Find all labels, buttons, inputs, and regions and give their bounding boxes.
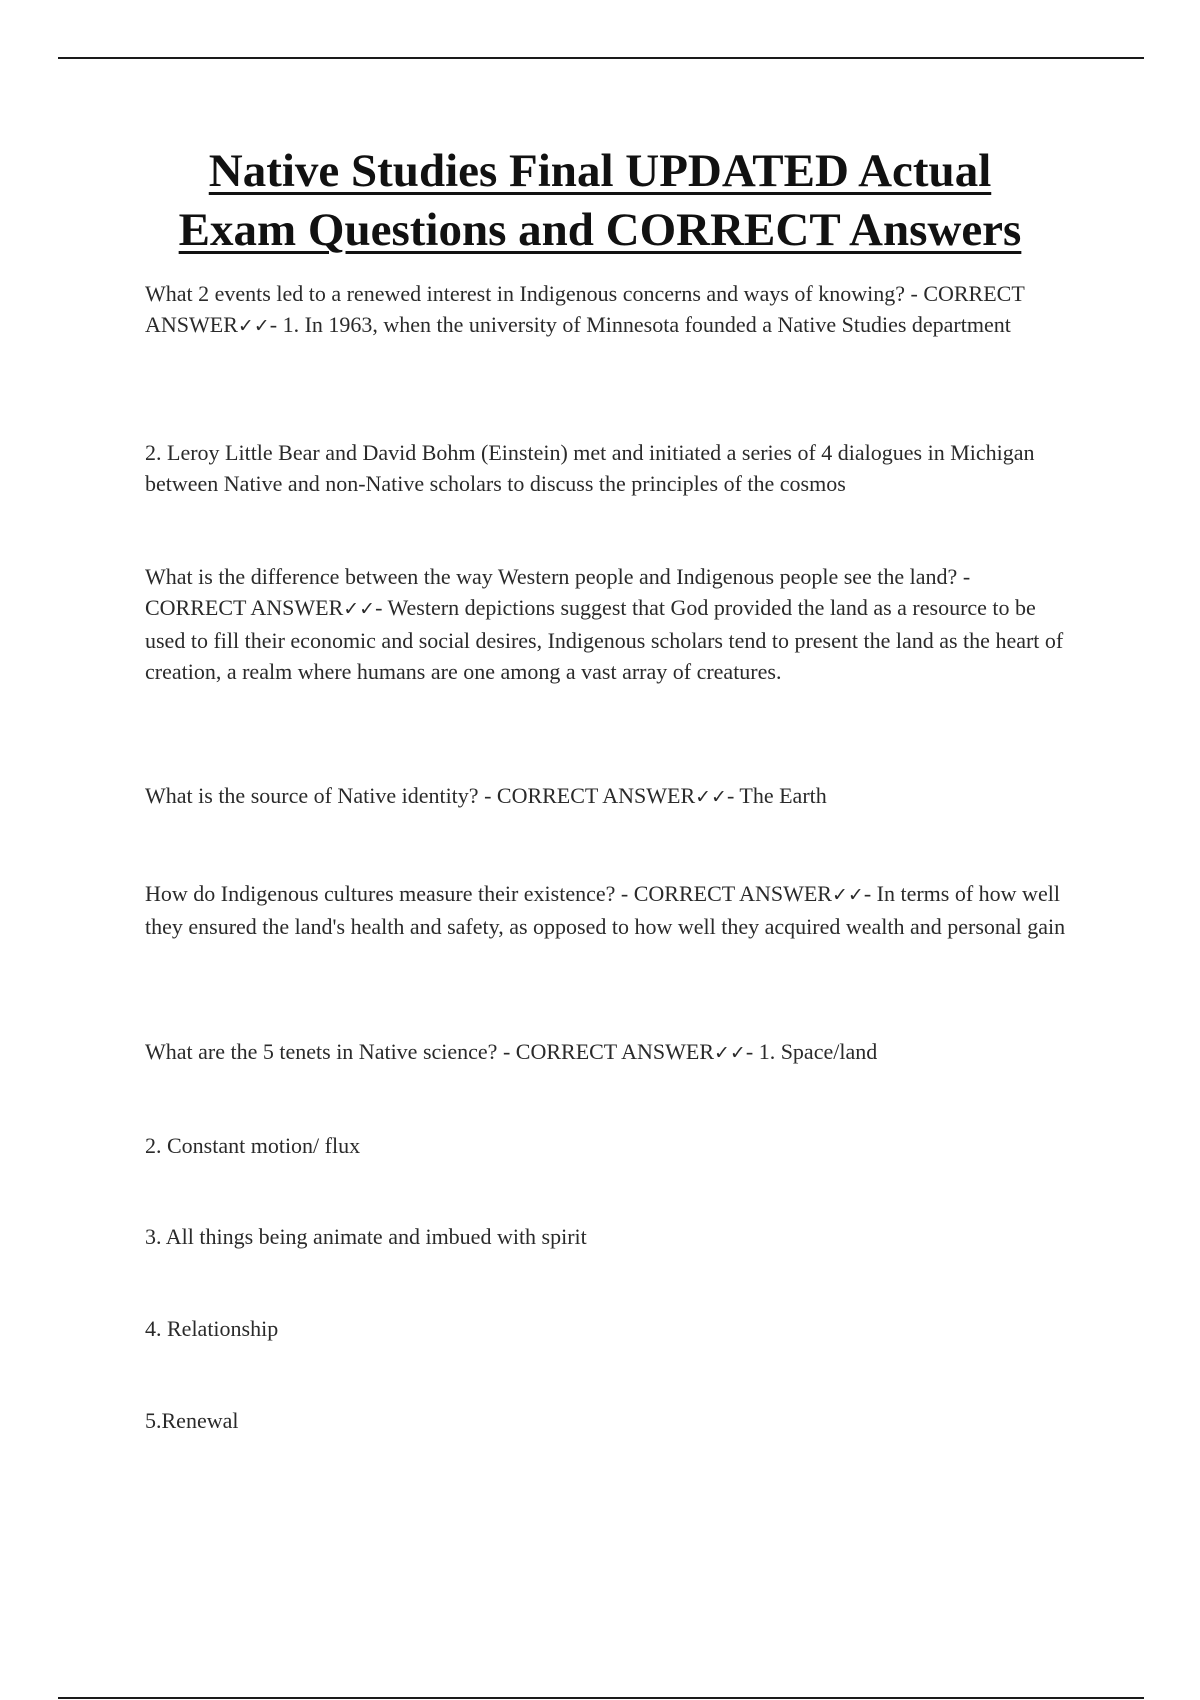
tenet-3: 3. All things being animate and imbued with spirit	[145, 1224, 587, 1249]
answer-text: In terms of how well they ensured the land's health and safety, as opposed to how well they acquired wealth and personal gain	[145, 881, 1066, 939]
correct-answer-marker: - CORRECT ANSWER	[145, 564, 971, 620]
qa-item-1	[145, 278, 1075, 342]
question-text: How do Indigenous cultures measure their existence?	[145, 881, 616, 906]
question-text: What is the source of Native identity?	[145, 783, 479, 808]
answer-dash: -	[863, 881, 877, 906]
correct-answer-marker: - CORRECT ANSWER	[478, 783, 696, 808]
answer-dash: -	[745, 1039, 759, 1064]
double-check-icon: ✓✓	[695, 786, 727, 808]
answer-dash: -	[375, 595, 388, 620]
double-check-icon: ✓✓	[831, 884, 864, 906]
answer-text: 1. Space/land	[758, 1039, 878, 1064]
double-check-icon: ✓✓	[237, 315, 270, 337]
answer-dash: -	[726, 783, 740, 808]
double-check-icon: ✓✓	[343, 598, 376, 620]
double-check-icon: ✓✓	[714, 1042, 746, 1064]
qa-item-1-continued: 2. Leroy Little Bear and David Bohm (Einstein) met and initiated a series of 4 dialogues in Michigan between Native and non-Native scholars to discuss the principles of the cosmos	[145, 440, 1035, 496]
question-text: What are the 5 tenets in Native science?	[145, 1039, 498, 1064]
correct-answer-marker: - CORRECT ANSWER	[497, 1039, 715, 1064]
document-title	[0, 142, 1200, 260]
question-text: What is the difference between the way Western people and Indigenous people see the land?	[145, 564, 958, 589]
bottom-rule	[58, 1697, 1144, 1699]
title-line-1: Native Studies Final UPDATED Actual	[208, 145, 992, 197]
qa-item-5	[145, 1036, 1075, 1069]
correct-answer-marker: - CORRECT ANSWER	[615, 881, 832, 906]
answer-dash: -	[269, 312, 283, 337]
title-line-2: Exam Questions and CORRECT Answers	[178, 204, 1022, 256]
correct-answer-marker: - CORRECT ANSWER	[145, 281, 1025, 337]
answer-text: Western depictions suggest that God provided the land as a resource to be used to fill their economic and social desires, Indigenous scholars tend to present the land as the heart of creation, a realm where humans are one among a vast array of creatures.	[145, 595, 1064, 684]
qa-item-3	[145, 780, 1075, 813]
qa-item-4	[145, 878, 1075, 942]
question-text: What 2 events led to a renewed interest in Indigenous concerns and ways of knowing?	[145, 281, 905, 306]
top-rule	[58, 57, 1144, 59]
tenet-2: 2. Constant motion/ flux	[145, 1133, 361, 1158]
answer-text: 1. In 1963, when the university of Minnesota founded a Native Studies department	[282, 312, 1011, 337]
tenet-5: 5.Renewal	[145, 1408, 239, 1433]
qa-item-2	[145, 561, 1075, 687]
answer-text: The Earth	[739, 783, 827, 808]
tenet-4: 4. Relationship	[145, 1316, 279, 1341]
